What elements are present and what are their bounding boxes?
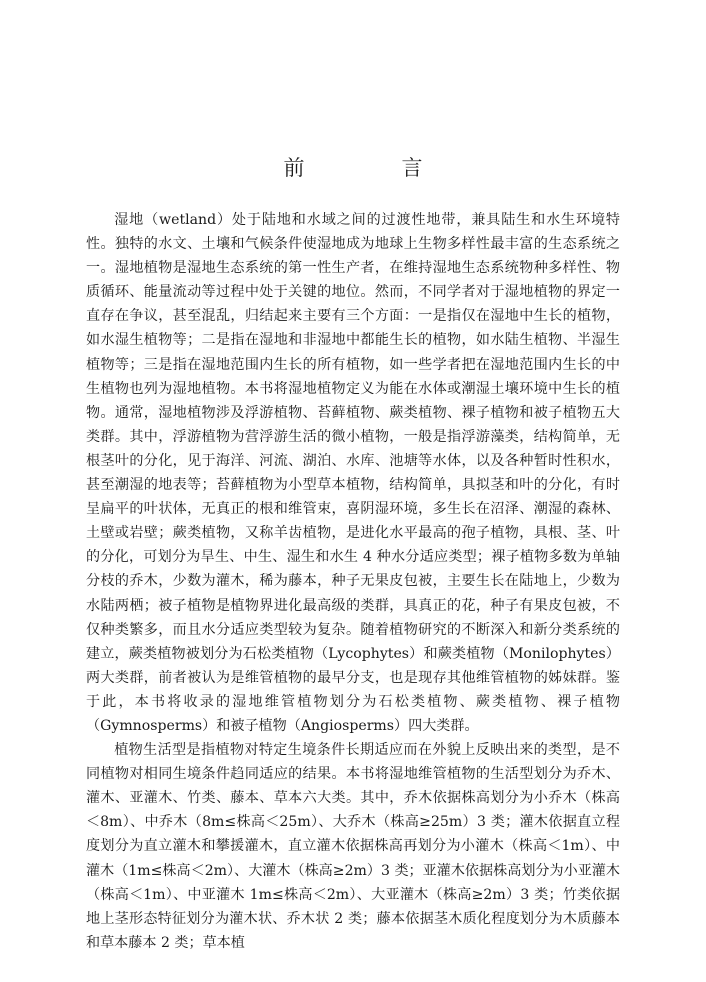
preface-body: [86, 208, 620, 955]
paragraph-life-forms: 植物生活型是指植物对特定生境条件长期适应而在外貌上反映出来的类型，是不同植物对相同生境条件趋同适应的结果。本书将湿地维管植物的生活型划分为乔木、灌木、亚灌木、竹类、藤本、草本六大类。其中，乔木依据株高划分为小乔木（株高＜8m）、中乔木（8m≤株高＜25m）、大乔木（株高≥25m）3 类；灌木依据直立程度划分为直立灌木和攀援灌木，直立灌木依据株高再划分为小灌木（株高＜1m）、中灌木（1m≤株高＜2m）、大灌木（株高≥2m）3 类；亚灌木依据株高划分为小亚灌木（株高＜1m）、中亚灌木 1m≤株高＜2m）、大亚灌木（株高≥2m）3 类；竹类依据地上茎形态特征划分为灌木状、乔木状 2 类；藤本依据茎木质化程度划分为木质藤本和草本藤本 2 类；草本植: [86, 742, 620, 951]
paragraph-wetland-definition: 湿地（wetland）处于陆地和水域之间的过渡性地带，兼具陆生和水生环境特性。独特的水文、土壤和气候条件使湿地成为地球上生物多样性最丰富的生态系统之一。湿地植物是湿地生态系统的第一性生产者，在维持湿地生态系统物种多样性、物质循环、能量流动等过程中处于关键的地位。然而，不同学者对于湿地植物的界定一直存在争议，甚至混乱，归结起来主要有三个方面：一是指仅在湿地中生长的植物，如水湿生植物等；二是指在湿地和非湿地中都能生长的植物，如水陆生植物、半湿生植物等；三是指在湿地范围内生长的所有植物，如一些学者把在湿地范围内生长的中生植物也列为湿地植物。本书将湿地植物定义为能在水体或潮湿土壤环境中生长的植物。通常，湿地植物涉及浮游植物、苔藓植物、蕨类植物、裸子植物和被子植物五大类群。其中，浮游植物为营浮游生活的微小植物，一般是指浮游藻类，结构简单，无根茎叶的分化，见于海洋、河流、湖泊、水库、池塘等水体，以及各种暂时性积水，甚至潮湿的地表等；苔藓植物为小型草本植物，结构简单，具拟茎和叶的分化，有时呈扁平的叶状体，无真正的根和维管束，喜阴湿环境，多生长在沼泽、潮湿的森林、土壁或岩壁；蕨类植物，又称羊齿植物，是进化水平最高的孢子植物，具根、茎、叶的分化，可划分为旱生、中生、湿生和水生 4 种水分适应类型；裸子植物多数为单轴分枝的乔木，少数为灌木，稀为藤本，种子无果皮包被，主要生长在陆地上，少数为水陆两栖；被子植物是植物界进化最高级的类群，具真正的花，种子有果皮包被，不仅种类繁多，而且水分适应类型较为复杂。随着植物研究的不断深入和新分类系统的建立，蕨类植物被划分为石松类植物（Lycophytes）和蕨类植物（Monilophytes）两大类群，前者被认为是维管植物的最早分支，也是现存其他维管植物的姊妹群。鉴于此，本书将收录的湿地维管植物划分为石松类植物、蕨类植物、裸子植物（Gymnosperms）和被子植物（Angiosperms）四大类群。: [86, 212, 620, 734]
page-title: 前 言: [283, 156, 461, 180]
